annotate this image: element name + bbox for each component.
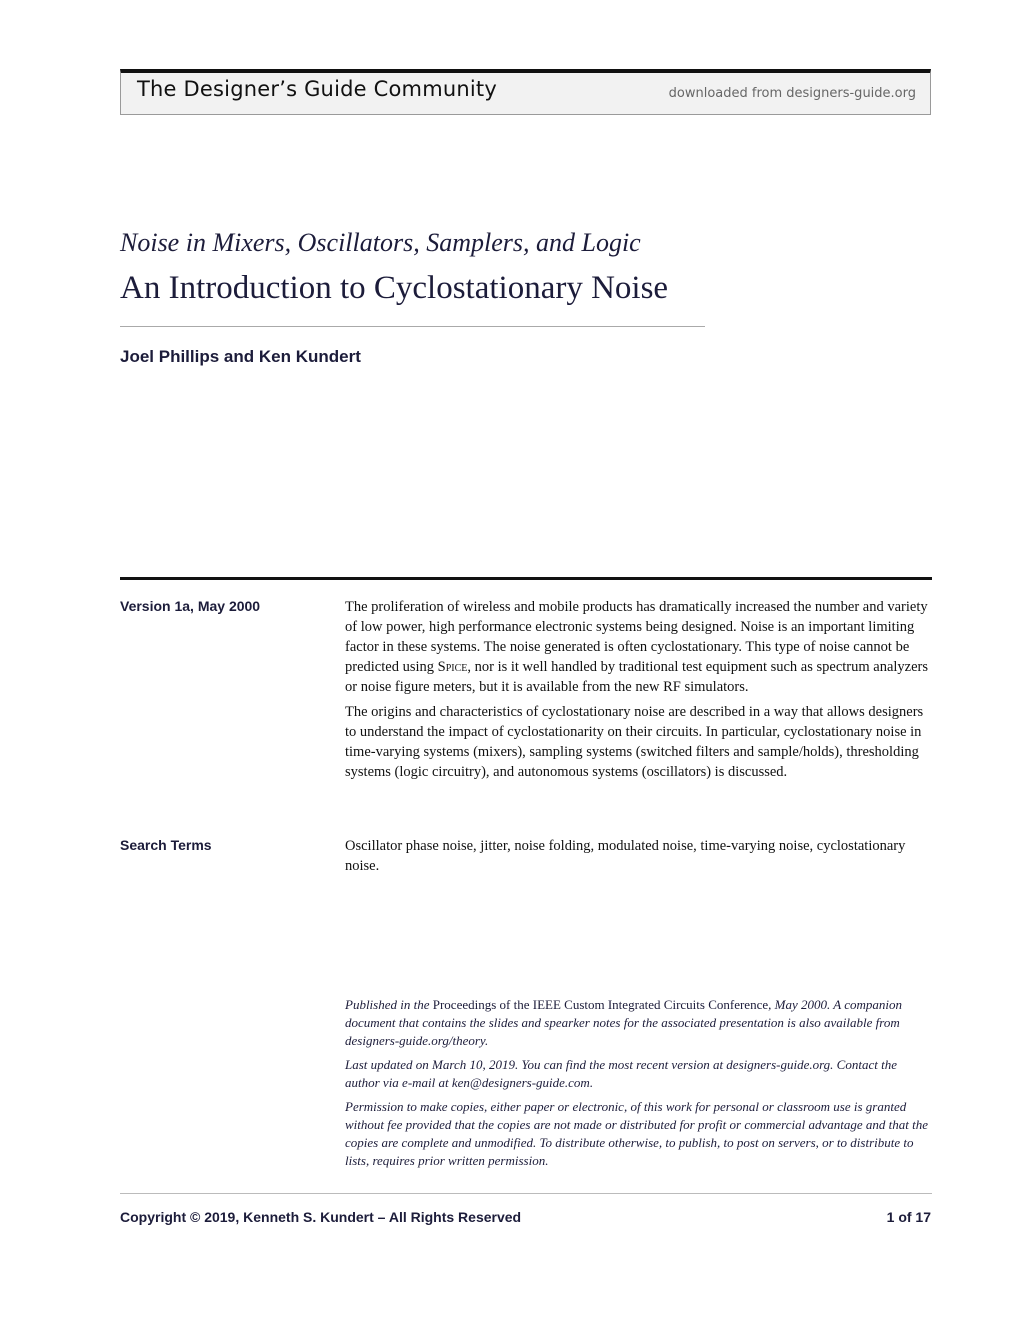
abstract-paragraph-2: The origins and characteristics of cyclostationary noise are described in a way that allows designers to understand the impact of cyclostationarity on their circuits. In particular, cyclostationary noise in time-varying systems (mixers), sampling systems (switched filters and sample/holds), thresholding systems (logic circuitry), and autonomous systems (oscillators) is discussed. [345,704,924,780]
abstract [345,597,931,787]
site-banner [120,69,931,115]
authors: Joel Phillips and Ken Kundert [120,347,361,366]
update-note: Last updated on March 10, 2019. You can find the most recent version at designers-guide.org. Contact the author via e-mail at ken@designers-guide.com. [345,1057,897,1090]
title-divider [120,326,705,327]
search-terms-label: Search Terms [120,837,212,853]
version-label: Version 1a, May 2000 [120,598,261,614]
section-divider [120,577,932,580]
abstract-paragraph-1: The proliferation of wireless and mobile products has dramatically increased the number and variety of low power, high performance electronic systems being designed. Noise is an important limiting factor in these systems. The noise generated is often cyclostationary. This type of noise cannot be predicted using Spice, nor is it well handled by traditional test equipment such as spectrum analyzers or noise figure meters, but it is available from the new RF simulators. [345,599,929,695]
proceedings-title: Proceedings of the IEEE Custom Integrated Circuits Conference [432,997,769,1012]
footer-divider [120,1193,932,1194]
spice-term: Spice [437,659,468,675]
banner-source: downloaded from designers-guide.org [668,86,916,101]
search-terms-text: Oscillator phase noise, jitter, noise folding, modulated noise, time-varying noise, cyclostationary noise. [345,838,906,874]
publication-notes [345,996,931,1176]
page-number: 1 of 17 [886,1209,931,1225]
document-subtitle: Noise in Mixers, Oscillators, Samplers, and Logic [120,228,641,257]
document-title: An Introduction to Cyclostationary Noise [120,270,669,306]
copyright-notice: Copyright © 2019, Kenneth S. Kundert – All Rights Reserved [120,1209,522,1225]
banner-title: The Designer’s Guide Community [137,77,497,101]
publication-note: Published in the Proceedings of the IEEE Custom Integrated Circuits Conference, May 2000. A companion document that contains the slides and spearker notes for the associated presentation is also available from designers-guide.org/theory. [345,997,902,1048]
permission-note: Permission to make copies, either paper or electronic, of this work for personal or classroom use is granted without fee provided that the copies are not made or distributed for profit or commercial advantage and that the copies are complete and unmodified. To distribute otherwise, to publish, to post on servers, or to distribute to lists, requires prior written permission. [345,1099,929,1168]
